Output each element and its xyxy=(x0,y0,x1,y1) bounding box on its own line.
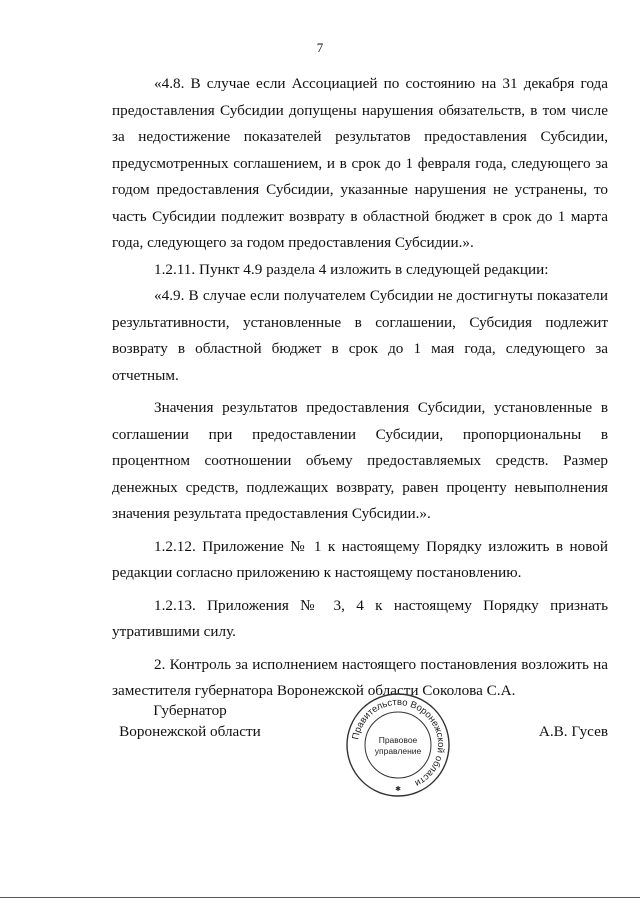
official-seal xyxy=(343,690,453,800)
page-number: 7 xyxy=(316,40,324,55)
signatory-title-line-1: Губернатор xyxy=(153,702,227,719)
seal-center-line-1: Правовое xyxy=(378,735,418,745)
seal-star-icon: ✱ xyxy=(395,786,401,793)
signatory-title-line-2: Воронежской области xyxy=(119,723,261,740)
page-bottom-rule xyxy=(0,897,640,898)
paragraph-control: 2. Контроль за исполнением настоящего постановления возложить на заместителя губернатора Воронежской области Соколова С.А. xyxy=(112,655,608,699)
seal-center-line-2: управление xyxy=(374,746,422,756)
paragraph-results-values: Значения результатов предоставления Субсидии, установленные в соглашении при предоставлении Субсидии, пропорциональны в процентном соотношении объему предоставляемых средств. Размер денежных средств, подлежащих возврату, равен проценту невыполнения значения результата предоставления Субсидии.». xyxy=(112,399,608,522)
signatory-name: А.В. Гусев xyxy=(538,723,608,740)
paragraph-1-2-11: 1.2.11. Пункт 4.9 раздела 4 изложить в следующей редакции: xyxy=(154,260,549,278)
signatory-title xyxy=(110,700,270,742)
seal-ring-text: Правительство Воронежской области xyxy=(350,696,447,789)
paragraph-4-9: «4.9. В случае если получателем Субсидии не достигнуты показатели результативности, установленные в соглашении, Субсидия подлежит возврату в областной бюджет в срок до 1 мая года, следующего за отчетным. xyxy=(112,287,608,384)
paragraph-1-2-13: 1.2.13. Приложения № 3, 4 к настоящему Порядку признать утратившими силу. xyxy=(112,596,608,640)
document-body xyxy=(112,71,608,705)
paragraph-1-2-12: 1.2.12. Приложение № 1 к настоящему Порядку изложить в новой редакции согласно приложению к настоящему постановлению. xyxy=(112,537,608,581)
paragraph-4-8: «4.8. В случае если Ассоциацией по состоянию на 31 декабря года предоставления Субсидии допущены нарушения обязательств, в том числе за недостижение показателей результатов предоставления Субсидии, предусмотренных соглашением, и в срок до 1 февраля года, следующего за годом предоставления Субсидии, указанные нарушения не устранены, то часть Субсидии подлежит возврату в областной бюджет в срок до 1 марта года, следующего за годом предоставления Субсидии.». xyxy=(112,75,608,251)
